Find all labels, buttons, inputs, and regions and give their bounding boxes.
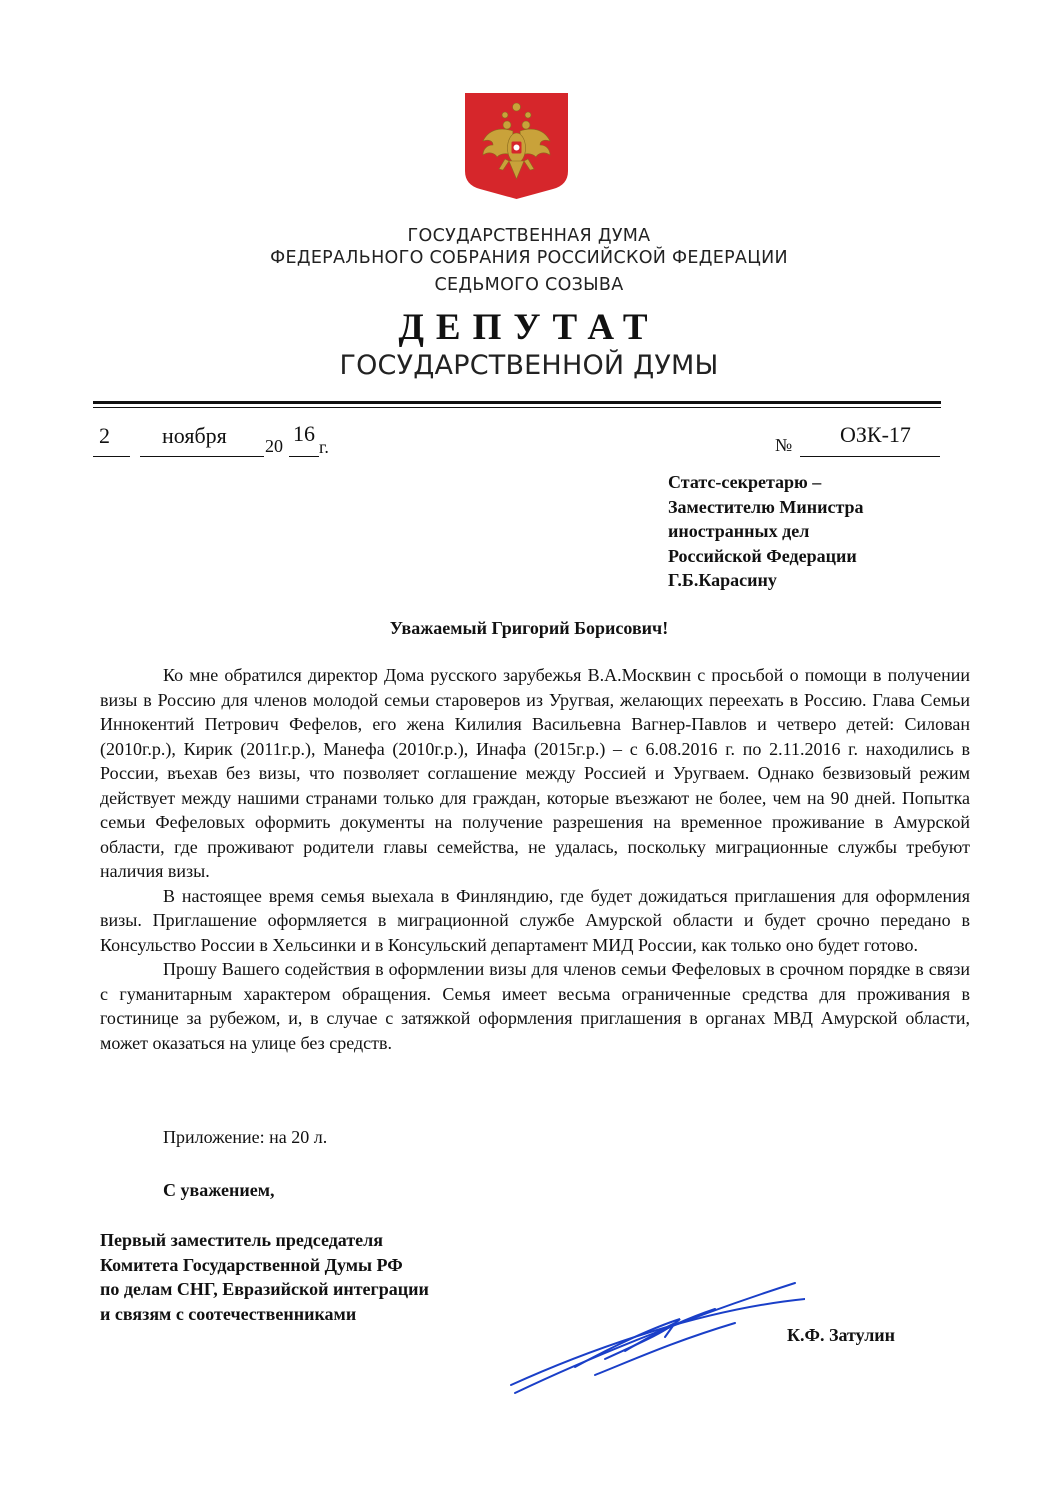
number-label: № (775, 435, 793, 455)
position-line: Первый заместитель председателя (100, 1230, 384, 1250)
position-line: Комитета Государственной Думы РФ (100, 1254, 403, 1275)
letterhead-title: ДЕПУТАТ (398, 307, 660, 348)
body-paragraph: Прошу Вашего содействия в оформлении визы для членов семьи Фефеловых в срочном порядке в связи с гуманитарным характером обращения. Семья имеет весьма ограниченные средства для проживания в гостинице за рубежом, и, в случае с затяжкой оформления приглашения в органах МВД Амурской области, может оказаться на улице без средств. (100, 959, 970, 1053)
number-underline (800, 456, 940, 457)
position-line: и связям с соотечественниками (100, 1303, 357, 1324)
addressee-line: Статс-секретарю – (668, 472, 822, 492)
addressee-line: Заместителю Министра (668, 496, 864, 517)
org-line-1: ГОСУДАРСТВЕННАЯ ДУМА (407, 226, 651, 246)
addressee-line: иностранных дел (668, 521, 810, 541)
addressee-line: Г.Б.Карасину (668, 570, 777, 590)
handwritten-signature (505, 1275, 805, 1400)
coat-of-arms-icon (465, 93, 568, 199)
header-divider-thick (93, 401, 941, 404)
date-day: 2 (99, 423, 110, 448)
date-year-underline (289, 456, 319, 457)
closing-regards: С уважением, (163, 1180, 275, 1200)
salutation: Уважаемый Григорий Борисович! (389, 618, 669, 638)
signatory-name: К.Ф. Затулин (787, 1325, 896, 1345)
date-day-underline (93, 456, 130, 457)
signatory-position (100, 1228, 429, 1326)
position-line: по делам СНГ, Евразийской интеграции (100, 1279, 429, 1299)
addressee-line: Российской Федерации (668, 545, 857, 566)
letter-body (100, 663, 970, 1055)
date-year-prefix: 20 (265, 436, 283, 456)
letterhead-subtitle: ГОСУДАРСТВЕННОЙ ДУМЫ (339, 350, 719, 381)
org-line-3: СЕДЬМОГО СОЗЫВА (434, 275, 624, 295)
header-divider-thin (93, 407, 941, 408)
date-year-suffix: 16 (293, 421, 315, 446)
org-line-2: ФЕДЕРАЛЬНОГО СОБРАНИЯ РОССИЙСКОЙ ФЕДЕРАЦИИ (270, 248, 788, 268)
attachment-note: Приложение: на 20 л. (163, 1127, 328, 1147)
body-paragraph: Ко мне обратился директор Дома русского зарубежья В.А.Москвин с просьбой о помощи в получении визы в Россию для членов молодой семьи староверов из Уругвая, желающих переехать в Россию. Глава Семьи Иннокентий Петрович Фефелов, его жена Килилия Васильевна Вагнер-Павлов и четверо детей: Силован (2010г.р.), Кирик (2011г.р.), Манефа (2010г.р.), Инафа (2015г.р.) – с 6.08.2016 г. по 2.11.2016 г. находились в России, въехав без визы, что позволяет соглашение между Россией и Уругваем. Однако безвизовый режим действует между нашими странами только для граждан, которые въезжают не более, чем на 90 дней. Попытка семьи Фефеловых оформить документы на получение разрешения на временное проживание в Амурской области, где проживают родители главы семейства, не удалась, поскольку миграционные службы требуют наличия визы. (100, 665, 970, 881)
date-month-underline (140, 456, 264, 457)
body-paragraph: В настоящее время семья выехала в Финляндию, где будет дожидаться приглашения для оформления визы. Приглашение оформляется в миграционной службе Амурской области и будет срочно передано в Консульство России в Хельсинки и в Консульский департамент МИД России, как только оно будет готово. (100, 885, 970, 955)
addressee-block (668, 470, 864, 593)
number-value: ОЗК-17 (840, 422, 911, 447)
date-month: ноября (162, 423, 227, 448)
date-year-mark: г. (319, 437, 329, 457)
